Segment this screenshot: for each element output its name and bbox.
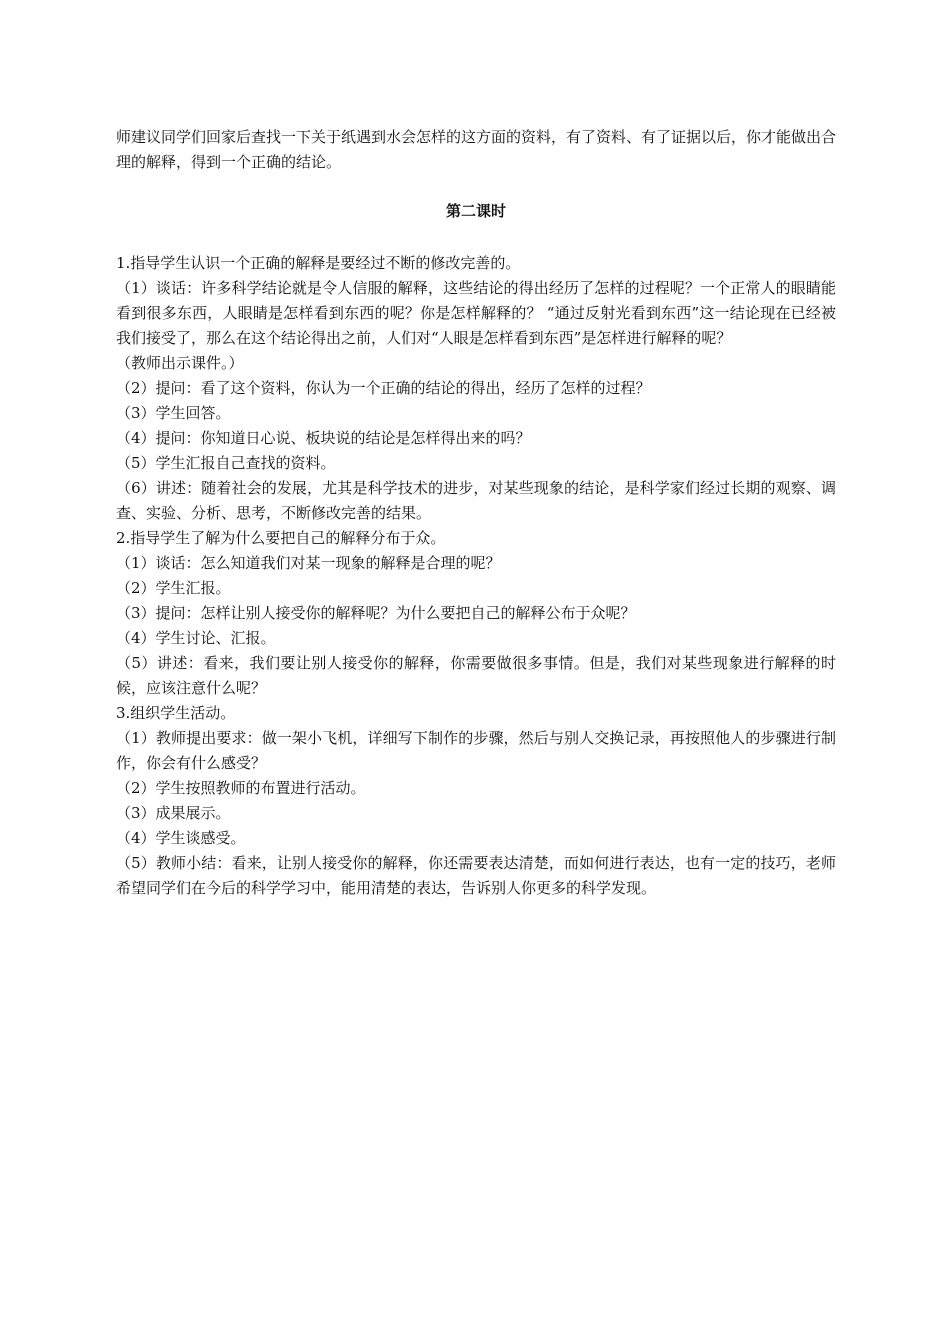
document-body <box>116 125 836 901</box>
line-lecture-2-5: （5）讲述：看来，我们要让别人接受你的解释，你需要做很多事情。但是，我们对某些现象进行解释的时候，应该注意什么呢？ <box>116 654 836 697</box>
line-question-2: （2）提问：看了这个资料，你认为一个正确的结论的得出，经历了怎样的过程？ <box>116 379 651 397</box>
line-question-2-3: （3）提问：怎样让别人接受你的解释呢？为什么要把自己的解释公布于众呢？ <box>116 604 636 622</box>
line-feel-3-4: （4）学生谈感受。 <box>116 829 246 847</box>
section-title: 第二课时 <box>445 202 506 220</box>
line-talk-2-1: （1）谈话：怎么知道我们对某一现象的解释是合理的呢？ <box>116 554 501 572</box>
intro-paragraph: 师建议同学们回家后查找一下关于纸遇到水会怎样的这方面的资料，有了资料、有了证据以后，你才能做出合理的解释，得到一个正确的结论。 <box>116 128 837 171</box>
line-discuss-2-4: （4）学生讨论、汇报。 <box>116 629 276 647</box>
line-summary-3-5: （5）教师小结：看来，让别人接受你的解释，你还需要表达清楚，而如何进行表达，也有一定的技巧，老师希望同学们在今后的科学学习中，能用清楚的表达，告诉别人你更多的科学发现。 <box>116 854 836 897</box>
line-courseware: （教师出示课件。） <box>116 354 244 372</box>
line-lecture-6: （6）讲述：随着社会的发展，尤其是科学技术的进步，对某些现象的结论，是科学家们经过长期的观察、调查、实验、分析、思考，不断修改完善的结果。 <box>116 479 836 522</box>
line-report-5: （5）学生汇报自己查找的资料。 <box>116 454 336 472</box>
line-heading-1: 1.指导学生认识一个正确的解释是要经过不断的修改完善的。 <box>116 254 521 272</box>
line-answer-3: （3）学生回答。 <box>116 404 231 422</box>
line-report-2-2: （2）学生汇报。 <box>116 579 231 597</box>
line-heading-3: 3.组织学生活动。 <box>116 704 236 722</box>
line-activity-3-2: （2）学生按照教师的布置进行活动。 <box>116 779 366 797</box>
line-talk-1: （1）谈话：许多科学结论就是令人信服的解释，这些结论的得出经历了怎样的过程呢？一个正常人的眼睛能看到很多东西，人眼睛是怎样看到东西的呢？你是怎样解释的？ “通过反射光看到东西”这一结论现在已经被我们接受了，那么在这个结论得出之前，人们对“人眼是怎样看到东西”是怎样进行解释的呢？ <box>116 279 836 347</box>
line-question-4: （4）提问：你知道日心说、板块说的结论是怎样得出来的吗？ <box>116 429 531 447</box>
line-show-3-3: （3）成果展示。 <box>116 804 231 822</box>
line-request-3-1: （1）教师提出要求：做一架小飞机，详细写下制作的步骤，然后与别人交换记录，再按照他人的步骤进行制作，你会有什么感受？ <box>116 729 836 772</box>
line-heading-2: 2.指导学生了解为什么要把自己的解释分布于众。 <box>116 529 446 547</box>
